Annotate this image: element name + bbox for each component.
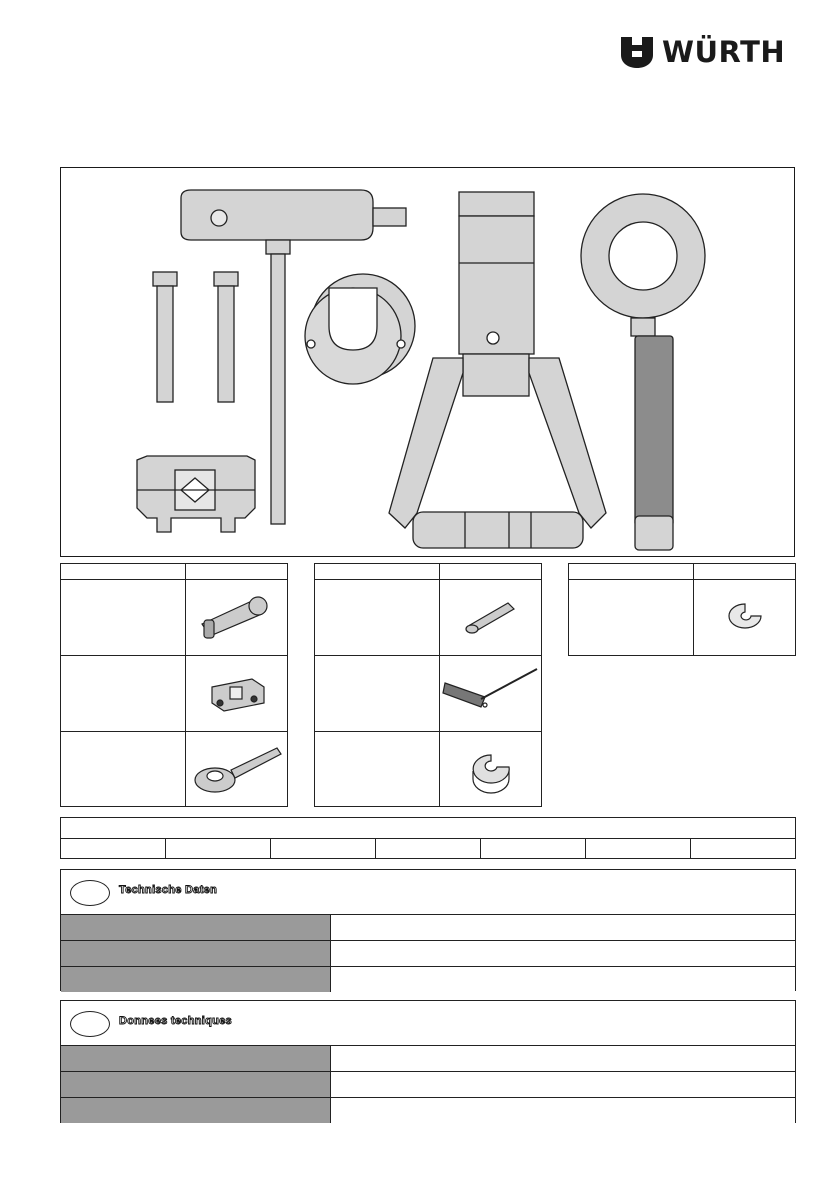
parts-row bbox=[61, 656, 287, 732]
tool-set-drawing bbox=[61, 168, 794, 556]
parts-row bbox=[315, 656, 541, 732]
parts-table-header bbox=[569, 564, 795, 580]
parts-table-header bbox=[315, 564, 541, 580]
language-badge bbox=[70, 880, 110, 906]
parts-row bbox=[569, 580, 795, 655]
spec-row bbox=[61, 915, 795, 941]
spec-row bbox=[61, 1072, 795, 1098]
t-handle-wrench-icon bbox=[441, 663, 541, 725]
c-washer-icon bbox=[461, 745, 521, 795]
c-washer-icon bbox=[720, 598, 770, 638]
brand-name: WÜRTH bbox=[662, 35, 786, 69]
spec-section-title: Technische Daten bbox=[119, 884, 218, 896]
parts-table-3 bbox=[568, 563, 796, 656]
spec-row bbox=[61, 1098, 795, 1123]
parts-row bbox=[61, 732, 287, 807]
spec-row bbox=[61, 967, 795, 992]
puller-spindle-icon bbox=[389, 192, 606, 548]
eye-bolt-icon bbox=[189, 740, 285, 800]
spec-row bbox=[61, 1046, 795, 1072]
c-washer-icon bbox=[305, 274, 415, 384]
reference-strip bbox=[60, 817, 796, 859]
parts-row bbox=[315, 732, 541, 807]
spec-row bbox=[61, 941, 795, 967]
language-badge bbox=[70, 1011, 110, 1037]
parts-table-1 bbox=[60, 563, 288, 807]
spec-section-header bbox=[61, 1001, 795, 1046]
spec-section-de bbox=[60, 869, 796, 991]
tool-set-illustration bbox=[60, 167, 795, 557]
press-block-icon bbox=[137, 456, 255, 532]
spec-section-header bbox=[61, 870, 795, 915]
spec-section-fr bbox=[60, 1000, 796, 1123]
parts-row bbox=[315, 580, 541, 656]
wurth-logo-icon bbox=[620, 35, 654, 69]
parts-table-header bbox=[61, 564, 287, 580]
parts-table-2 bbox=[314, 563, 542, 807]
spec-section-title: Donnees techniques bbox=[119, 1015, 232, 1027]
bolt-icon bbox=[153, 272, 238, 402]
bolt-icon bbox=[456, 593, 526, 643]
parts-row bbox=[61, 580, 287, 656]
puller-spindle-icon bbox=[192, 588, 282, 648]
press-block-icon bbox=[202, 669, 272, 719]
brand-logo bbox=[620, 34, 820, 70]
